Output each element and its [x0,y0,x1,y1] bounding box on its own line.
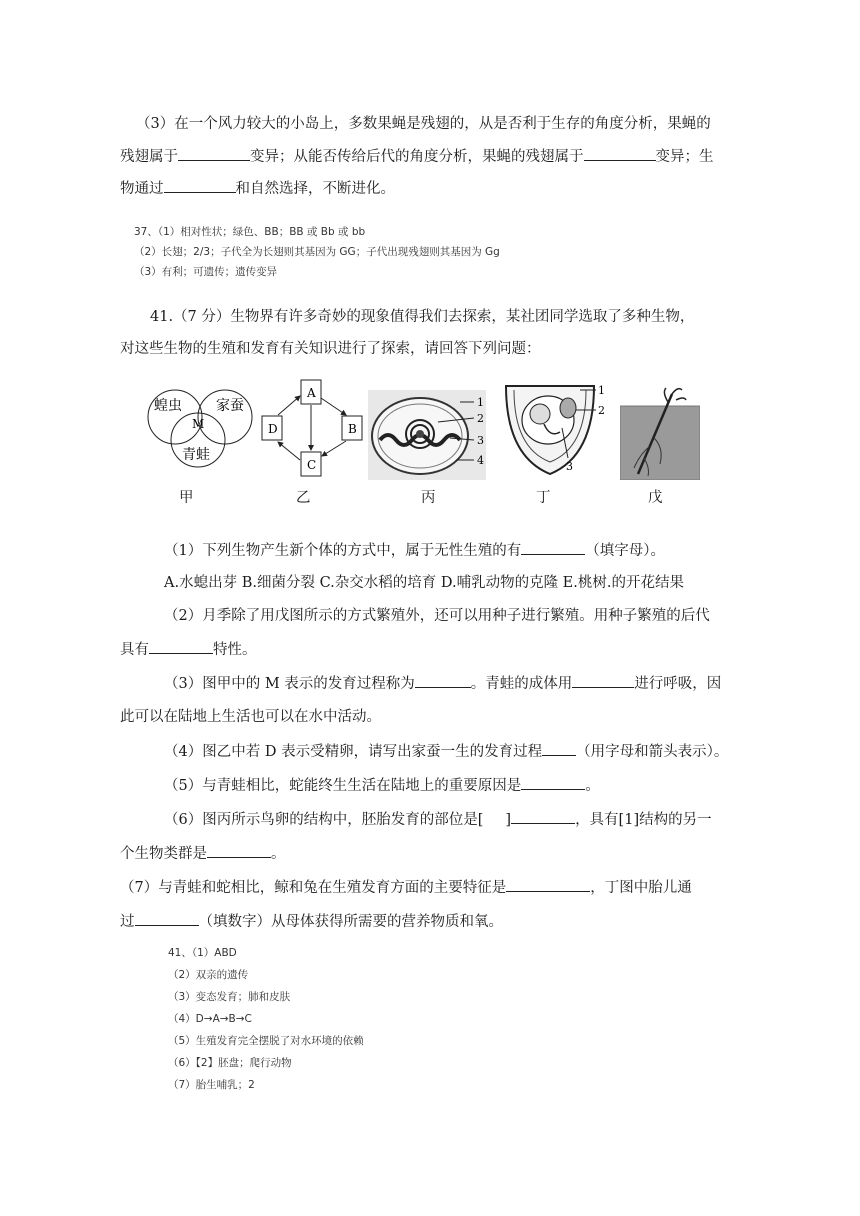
answer37-line3: （3）有利；可遗传；遗传变异 [134,266,278,278]
caption-wu: 戊 [648,490,663,506]
venn-label-locust: 蝗虫 [154,398,182,414]
answer-blank[interactable] [572,673,634,688]
answer-blank[interactable] [521,540,585,555]
answer-blank[interactable] [135,911,199,926]
answer-blank[interactable] [542,741,576,756]
answer-blank[interactable] [164,178,236,193]
venn-label-frog: 青蛙 [182,447,210,463]
egg-label-2: 2 [477,412,484,425]
plant-cutting-diagram-wu [620,384,700,480]
caption-jia: 甲 [179,490,194,506]
answer-blank[interactable] [178,146,250,161]
q41-part7-line2: 过 （填数字）从母体获得所需要的营养物质和氧。 [120,911,503,932]
venn-diagram-jia [140,384,260,474]
answer-blank[interactable] [207,843,271,858]
answer-blank[interactable] [511,809,575,824]
answer41-line2: （2）双亲的遗传 [168,969,249,981]
q41-part6-line2: 个生物类群是 。 [120,843,286,864]
fetus-label-3: 3 [566,460,573,473]
answer41-line3: （3）变态发育；肺和皮肤 [168,991,291,1003]
cycle-label-c: C [307,458,317,472]
fetus-label-1: 1 [598,384,605,397]
q41-part7-line1: （7）与青蛙和蛇相比，鲸和兔在生殖发育方面的主要特征是 ，丁图中胎儿通 [120,877,692,898]
q41-part1: （1）下列生物产生新个体的方式中，属于无性生殖的有 （填字母）。 [164,540,665,561]
fetus-label-2: 2 [598,404,605,417]
venn-label-silkworm: 家蚕 [216,398,244,414]
answer-blank[interactable] [415,673,471,688]
answer-blank[interactable] [506,877,590,892]
answer37-line1: 37、（1）相对性状；绿色、BB；BB 或 Bb 或 bb [134,226,366,238]
answer41-line6: （6）【2】胚盘；爬行动物 [168,1057,292,1069]
answer41-line1: 41、（1）ABD [168,947,237,959]
q41-part2-line2: 具有 特性。 [120,639,257,660]
q41-part4: （4）图乙中若 D 表示受精卵，请写出家蚕一生的发育过程 （用字母和箭头表示）。 [164,741,728,762]
answer37-line2: （2）长翅；2/3；子代全为长翅则其基因为 GG；子代出现残翅则其基因为 Gg [134,246,500,258]
q36-part3-line3: 物通过 和自然选择，不断进化。 [120,178,395,199]
q36-part3-line2: 残翅属于 变异；从能否传给后代的角度分析，果蝇的残翅属于 变异；生 [120,146,714,167]
egg-label-4: 4 [477,454,484,467]
q41-intro-line1: 41.（7 分）生物界有许多奇妙的现象值得我们去探索，某社团同学选取了多种生物， [150,309,695,325]
cycle-label-a: A [307,386,316,400]
egg-label-1: 1 [477,396,484,409]
answer41-line4: （4）D→A→B→C [168,1013,252,1025]
caption-yi: 乙 [296,490,311,506]
caption-bing: 丙 [421,490,436,506]
caption-ding: 丁 [536,490,551,506]
answer-blank[interactable] [584,146,656,161]
q41-part6-line1: （6）图丙所示鸟卵的结构中，胚胎发育的部位是[ ] ，具有[1]结构的另一 [164,809,712,830]
answer-blank[interactable] [149,639,213,654]
q41-part3-line2: 此可以在陆地上生活也可以在水中活动。 [120,709,381,725]
q41-part2-line1: （2）月季除了用戊图所示的方式繁殖外，还可以用种子进行繁殖。用种子繁殖的后代 [164,608,710,624]
bird-egg-diagram-bing [368,390,496,480]
q36-part3-line1: （3）在一个风力较大的小岛上，多数果蝇是残翅的，从是否利于生存的角度分析，果蝇的 [136,116,711,132]
cycle-label-b: B [348,422,357,436]
answer-blank[interactable] [521,775,585,790]
venn-label-m: M [192,417,205,431]
q41-part1-options: A.水螅出芽 B.细菌分裂 C.杂交水稻的培育 D.哺乳动物的克隆 E.桃树.的开花结果 [164,575,684,591]
cycle-label-d: D [268,422,278,436]
answer41-line5: （5）生殖发育完全摆脱了对水环境的依赖 [168,1035,364,1047]
egg-label-3: 3 [477,434,484,447]
answer41-line7: （7）胎生哺乳；2 [168,1079,255,1091]
cycle-diagram-yi [258,376,368,481]
q41-part5: （5）与青蛙相比，蛇能终生生活在陆地上的重要原因是 。 [164,775,600,796]
q41-intro-line2: 对这些生物的生殖和发育有关知识进行了探索，请回答下列问题： [120,341,541,357]
fetus-uterus-diagram-ding [500,376,610,484]
q41-part3-line1: （3）图甲中的 M 表示的发育过程称为 。青蛙的成体用 进行呼吸，因 [164,673,721,694]
